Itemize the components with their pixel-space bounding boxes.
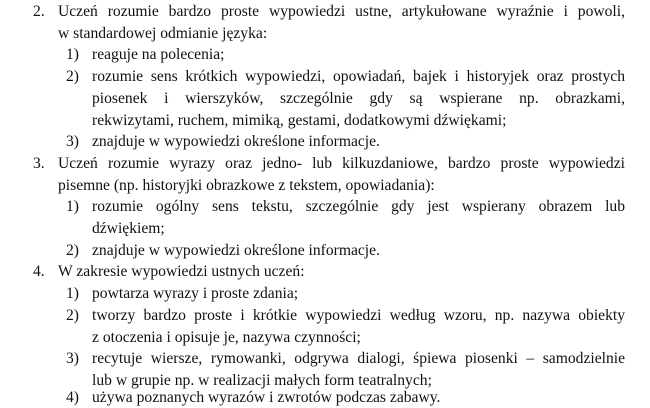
subitem-text-line: tworzy bardzo proste i krótkie wypowiedzi według wzoru, np. nazywa obiekty	[92, 306, 625, 324]
subitem-number: 2)	[66, 241, 79, 259]
subitem-number: 1)	[66, 198, 79, 216]
subitem-number: 2)	[66, 306, 79, 324]
subitem-number: 1)	[66, 285, 79, 303]
item-text-line: W zakresie wypowiedzi ustnych uczeń:	[58, 263, 305, 281]
subitem-text-line: używa poznanych wyrazów i zwrotów podczas zabawy.	[92, 388, 441, 406]
subitem-text-line: rozumie ogólny sens tekstu, szczególnie gdy jest wspierany obrazem lub	[92, 198, 625, 216]
subitem-text-line: powtarza wyrazy i proste zdania;	[92, 285, 299, 303]
subitem-text-line: rekwizytami, ruchem, mimiką, gestami, dodatkowymi dźwiękami;	[92, 111, 507, 129]
subitem-text-line: lub w grupie np. w realizacji małych form teatralnych;	[92, 371, 432, 389]
subitem-number: 4)	[66, 388, 79, 406]
item-text-line: Uczeń rozumie wyrazy oraz jedno- lub kilkuzdaniowe, bardzo proste wypowiedzi	[58, 154, 625, 172]
subitem-text-line: z otoczenia i opisuje je, nazywa czynności;	[92, 328, 361, 346]
subitem-text-line: rozumie sens krótkich wypowiedzi, opowiadań, bajek i historyjek oraz prostych	[92, 68, 625, 86]
subitem-text-line: recytuje wiersze, rymowanki, odgrywa dialogi, śpiewa piosenki – samodzielnie	[92, 350, 625, 368]
subitem-number: 3)	[66, 133, 79, 151]
subitem-text-line: znajduje w wypowiedzi określone informacje.	[92, 241, 380, 259]
subitem-number: 2)	[66, 68, 79, 86]
item-number: 4.	[33, 263, 45, 281]
subitem-text-line: dźwiękiem;	[92, 220, 165, 237]
item-text-line: Uczeń rozumie bardzo proste wypowiedzi ustne, artykułowane wyraźnie i powoli,	[58, 3, 625, 20]
subitem-text-line: reaguje na polecenia;	[92, 46, 225, 64]
subitem-number: 1)	[66, 46, 79, 64]
item-text-line: pisemne (np. historyjki obrazkowe z tekstem, opowiadania):	[58, 176, 435, 194]
item-number: 3.	[33, 154, 45, 172]
subitem-text-line: piosenek i wierszyków, szczególnie gdy są wspierane np. obrazkami,	[92, 89, 625, 107]
item-number: 2.	[33, 3, 45, 20]
item-text-line: w standardowej odmianie języka:	[58, 24, 268, 42]
subitem-number: 3)	[66, 350, 79, 368]
subitem-text-line: znajduje w wypowiedzi określone informacje.	[92, 133, 380, 151]
